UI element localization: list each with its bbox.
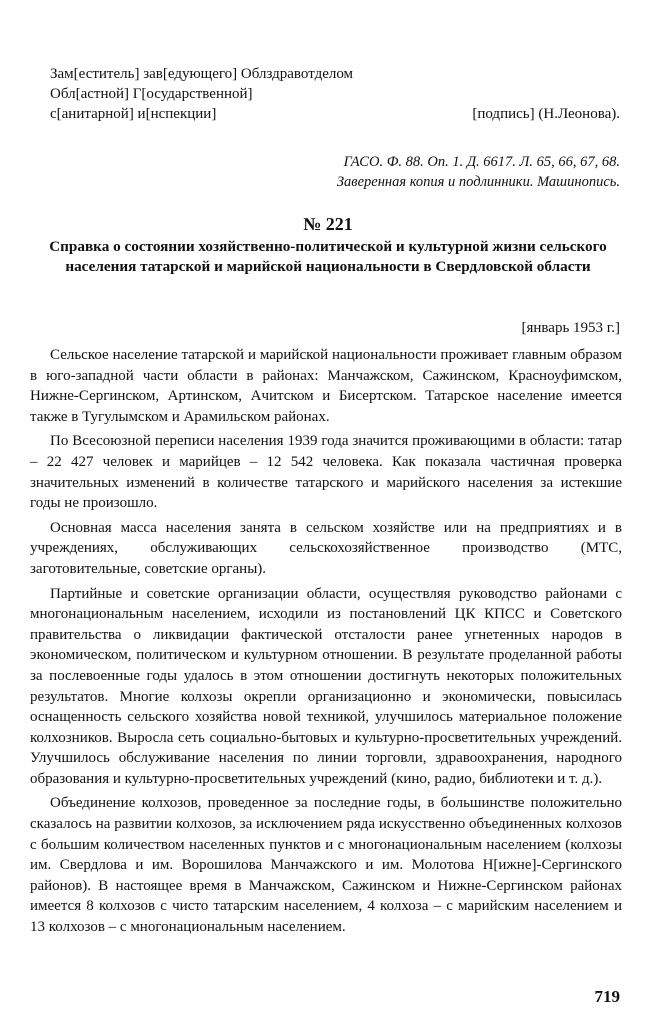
paragraph: Сельское население татарской и марийской национальности проживает главным образом в юго-западной части области в районах: Манчажском, Сажинском, Красноуфимском, Нижне-Сергинском, Артинском, Ачитском и Бисертском. Татарское население имеется также в Тугулымском и Арамильском районах. [30, 347, 622, 425]
document-number: № 221 [303, 214, 353, 234]
paragraph: Партийные и советские организации области, осуществляя руководство районами с многонациональным населением, исходили из постановлений ЦК КПСС и Советского правительства о ликвидации фактической отсталости ранее угнетенных народов в экономическом, политическом и культурном отношении. В результате проделанной работы за послевоенные годы удалось в этом отношении достигнуть некоторых положительных результатов. Многие колхозы окрепли организационно и экономически, повысилась оснащенность сельского хозяйства новой техникой, улучшилось материальное положение колхозников. Выросла сеть социально-бытовых и культурно-просветительных учреждений. Улучшилось обслуживание населения по линии торговли, здравоохранения, народного образования и культурно-просветительных учреждений (кино, радио, библиотеки и т. д.). [30, 585, 622, 787]
paragraph: По Всесоюзной переписи населения 1939 года значится проживающими в области: татар – 22 427 человек и марийцев – 12 542 человека. Как показала частичная проверка значительных изменений в количестве татарского и марийского населения за истекшие годы не произошло. [30, 433, 622, 512]
document-date: [январь 1953 г.] [521, 320, 620, 336]
page-number: 719 [594, 987, 620, 1006]
signature-line-2 [50, 84, 620, 104]
signer-title-3: с[анитарной] и[нспекции] [50, 106, 217, 122]
document-body [30, 345, 622, 942]
signer-title-2: Обл[астной] Г[осударственной] [50, 86, 253, 102]
signature-line-1 [50, 64, 620, 84]
paragraph: Основная масса населения занята в сельском хозяйстве или на предприятиях и в учреждениях, обслуживающих сельскохозяйственное производство (МТС, заготовительные, советские органы). [30, 519, 622, 577]
signer-name: [подпись] (Н.Леонова). [472, 106, 620, 122]
paragraph: Объединение колхозов, проведенное за последние годы, в большинстве положительно сказалось на развитии колхозов, за исключением ряда искусственно объединенных колхозов с большим количеством населенных пунктов и с многонациональным населением (колхозы им. Свердлова и им. Ворошилова Манчажского и им. Молотова Н[ижне]-Сергинского районов). В настоящее время в Манчажском, Сажинском и Нижне-Сергинском районах имеется 8 колхозов с чисто татарским населением, 4 колхоза – с марийским населением и 13 колхозов – с многонациональным населением. [30, 795, 622, 936]
archive-citation [120, 152, 620, 192]
archive-reference: ГАСО. Ф. 88. Оп. 1. Д. 6617. Л. 65, 66, 67, 68. [343, 154, 620, 170]
document-title: Справка о состоянии хозяйственно-политической и культурной жизни сельского населения татарской и марийской национальности в Свердловской области [49, 238, 607, 275]
signature-block [50, 64, 620, 124]
signer-title-1: Зам[еститель] зав[едующего] Облздравотделом [50, 66, 354, 82]
archive-note: Заверенная копия и подлинники. Машинопись. [336, 174, 620, 190]
signature-line-3 [50, 104, 620, 124]
